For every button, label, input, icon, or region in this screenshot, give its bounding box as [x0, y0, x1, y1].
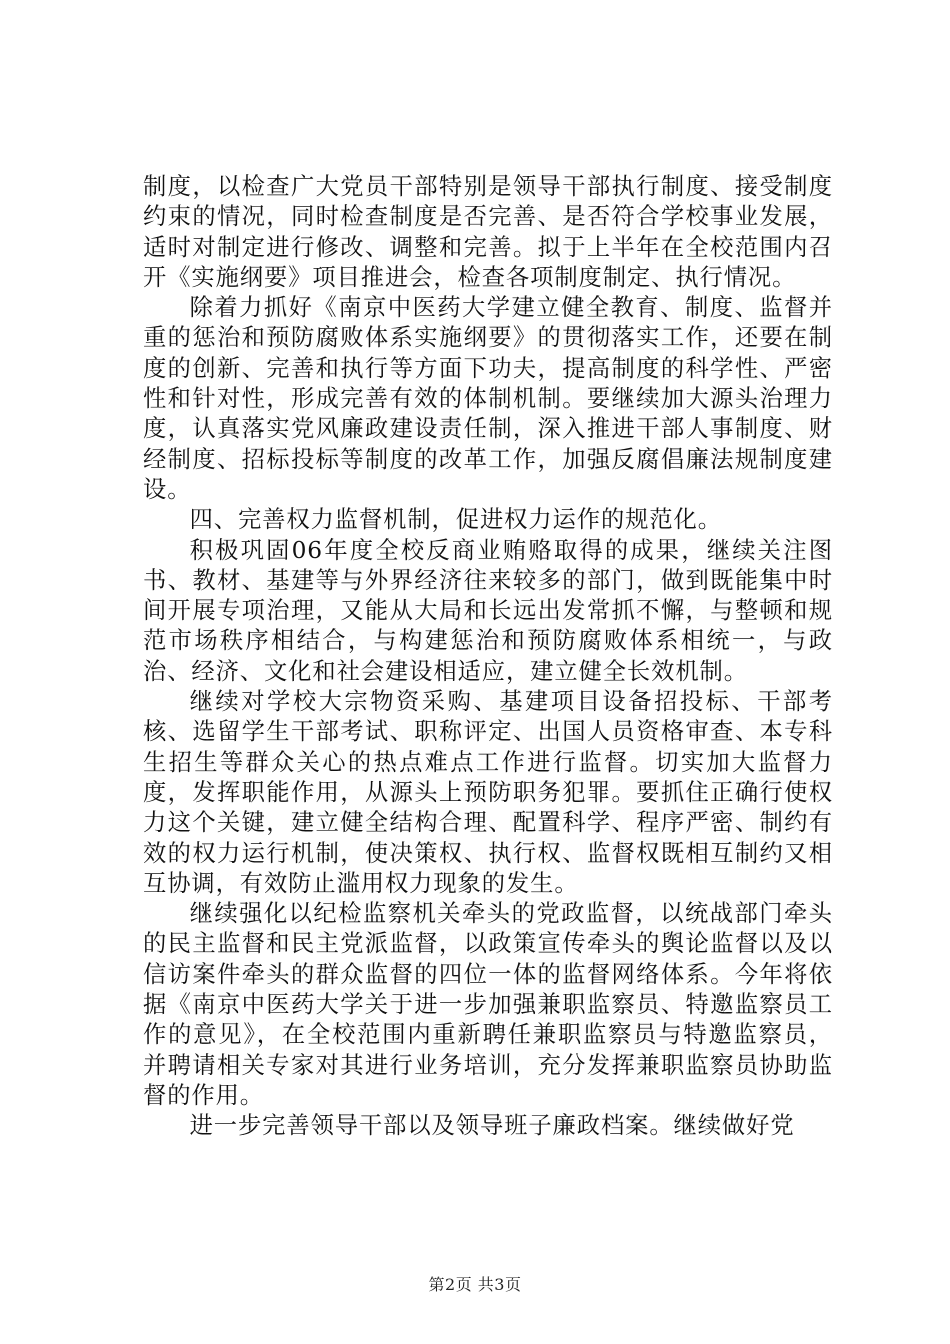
document-body	[143, 172, 833, 1142]
paragraph-continued: 制度，以检查广大党员干部特别是领导干部执行制度、接受制度约束的情况，同时检查制度是否完善、是否符合学校事业发展，适时对制定进行修改、调整和完善。拟于上半年在全校范围内召开《实施纲要》项目推进会，检查各项制度制定、执行情况。	[143, 173, 833, 291]
section-heading: 四、完善权力监督机制，促进权力运作的规范化。	[189, 506, 722, 534]
paragraph: 积极巩固06年度全校反商业贿赂取得的成果，继续关注图书、教材、基建等与外界经济往来较多的部门，做到既能集中时间开展专项治理，又能从大局和长远出发常抓不懈，与整顿和规范市场秩序相结合，与构建惩治和预防腐败体系相统一，与政治、经济、文化和社会建设相适应，建立健全长效机制。	[143, 536, 833, 685]
paragraph-truncated: 进一步完善领导干部以及领导班子廉政档案。继续做好党	[189, 1112, 795, 1140]
paragraph: 继续对学校大宗物资采购、基建项目设备招投标、干部考核、选留学生干部考试、职称评定、出国人员资格审查、本专科生招生等群众关心的热点难点工作进行监督。切实加大监督力度，发挥职能作用，从源头上预防职务犯罪。要抓住正确行使权力这个关键，建立健全结构合理、配置科学、程序严密、制约有效的权力运行机制，使决策权、执行权、监督权既相互制约又相互协调，有效防止滥用权力现象的发生。	[143, 688, 833, 897]
paragraph: 继续强化以纪检监察机关牵头的党政监督，以统战部门牵头的民主监督和民主党派监督，以政策宣传牵头的舆论监督以及以信访案件牵头的群众监督的四位一体的监督网络体系。今年将依据《南京中医药大学关于进一步加强兼职监察员、特邀监察员工作的意见》，在全校范围内重新聘任兼职监察员与特邀监察员，并聘请相关专家对其进行业务培训，充分发挥兼职监察员协助监督的作用。	[143, 900, 833, 1109]
paragraph: 除着力抓好《南京中医药大学建立健全教育、制度、监督并重的惩治和预防腐败体系实施纲要》的贯彻落实工作，还要在制度的创新、完善和执行等方面下功夫，提高制度的科学性、严密性和针对性，形成完善有效的体制机制。要继续加大源头治理力度，认真落实党风廉政建设责任制，深入推进干部人事制度、财经制度、招标投标等制度的改革工作，加强反腐倡廉法规制度建设。	[143, 294, 833, 503]
page-number-footer: 第2页 共3页	[428, 1275, 522, 1294]
